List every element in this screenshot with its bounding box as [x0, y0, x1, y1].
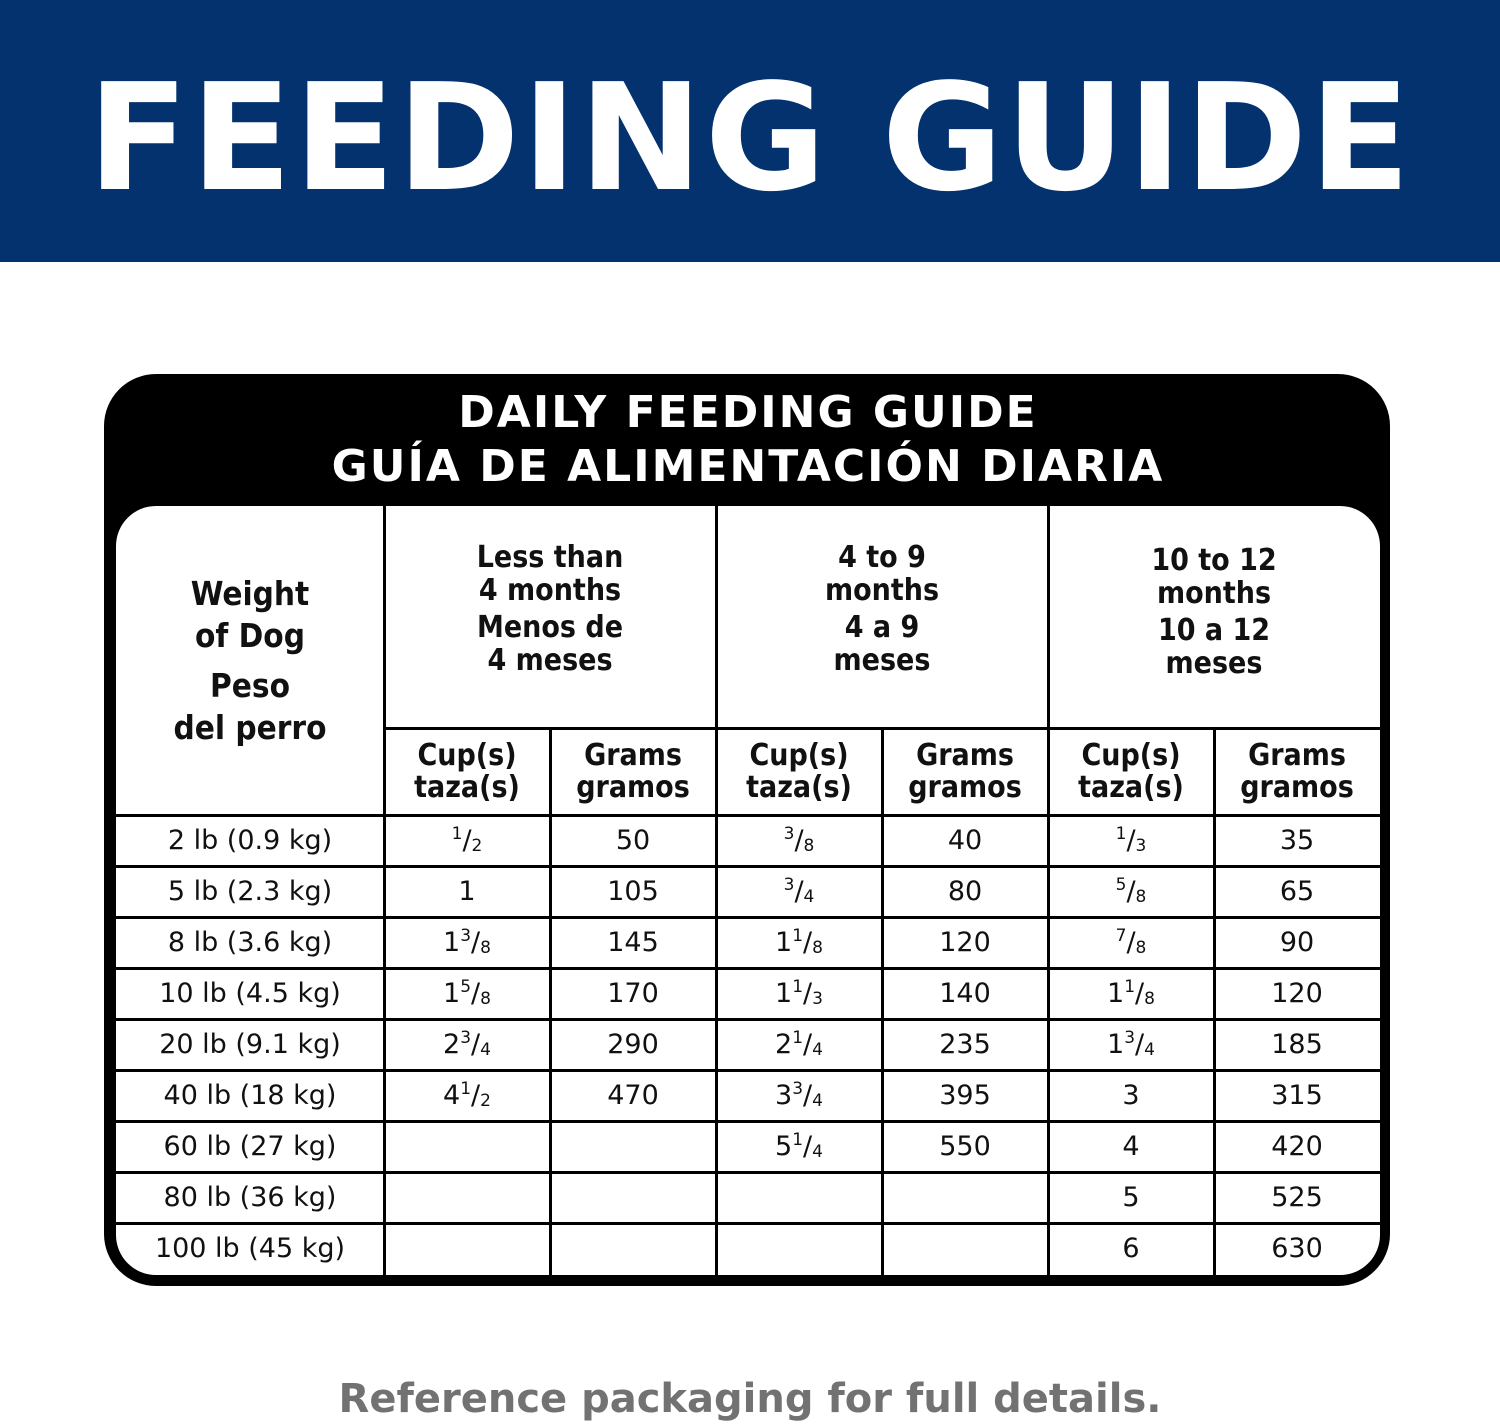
cup-whole: 2 — [443, 1028, 461, 1060]
weight-cell: 40 lb (18 kg) — [163, 1080, 337, 1112]
grams-cell: 470 — [607, 1080, 659, 1112]
page-title: FEEDING GUIDE — [87, 52, 1413, 224]
grams-cell: 550 — [939, 1131, 991, 1163]
subheader-line: taza(s) — [1078, 769, 1184, 805]
cup-cell — [1048, 1122, 1214, 1173]
cup-cell — [384, 866, 550, 917]
subheader-line: Grams — [1248, 737, 1346, 773]
fraction-slash: / — [803, 926, 813, 958]
cup-denominator: 8 — [1135, 937, 1147, 958]
age-header-line: 4 months — [478, 573, 622, 608]
header-divider — [384, 727, 1380, 730]
cup-denominator: 4 — [812, 1142, 823, 1163]
cup-cell — [716, 866, 882, 917]
cup-numerator: 5 — [1115, 874, 1127, 895]
cup-amount — [1122, 1132, 1139, 1162]
fraction-slash: / — [1135, 1028, 1145, 1060]
grams-cell: 420 — [1271, 1131, 1323, 1163]
grams-cell: 315 — [1271, 1080, 1323, 1112]
weight-cell: 8 lb (3.6 kg) — [167, 926, 333, 958]
grams-cell: 35 — [1279, 824, 1315, 856]
grams-subheader — [1214, 728, 1380, 815]
cup-cell — [384, 1122, 550, 1173]
cup-cell — [1048, 866, 1214, 917]
cup-cell — [384, 1071, 550, 1122]
cup-amount — [1122, 1183, 1139, 1213]
age-group-header-0 — [384, 506, 716, 728]
weight-cell: 2 lb (0.9 kg) — [167, 824, 333, 856]
cup-whole: 2 — [775, 1028, 793, 1060]
age-header-line: months — [1156, 576, 1272, 611]
subheader-line: Cup(s) — [1081, 737, 1181, 773]
weight-header-line: del perro — [173, 707, 327, 747]
grams-cell — [550, 1224, 716, 1275]
cup-denominator: 4 — [480, 1039, 491, 1060]
grams-cell: 80 — [947, 875, 983, 907]
cup-numerator: 3 — [783, 823, 795, 844]
age-header-line: Less than — [476, 540, 624, 575]
cup-whole: 5 — [775, 1131, 793, 1163]
column-divider — [881, 728, 884, 1275]
age-header-line: 4 to 9 — [838, 540, 926, 575]
cup-numerator: 3 — [460, 1027, 472, 1048]
cup-cell — [384, 917, 550, 968]
cup-numerator: 3 — [783, 874, 795, 895]
cup-whole: 6 — [1122, 1233, 1140, 1265]
cup-denominator: 8 — [480, 937, 491, 958]
grams-cell: 120 — [939, 926, 991, 958]
weight-cell: 10 lb (4.5 kg) — [159, 977, 341, 1009]
age-group-header-2 — [1048, 506, 1380, 728]
weight-cell: 5 lb (2.3 kg) — [167, 875, 333, 907]
cups-subheader — [384, 728, 550, 815]
fraction-slash: / — [471, 977, 481, 1009]
cup-whole: 1 — [458, 875, 476, 907]
fraction-slash: / — [471, 1028, 481, 1060]
cup-amount — [443, 1027, 491, 1060]
column-divider — [1213, 728, 1216, 1275]
grams-subheader — [550, 728, 716, 815]
cup-numerator: 5 — [460, 976, 472, 997]
fraction-slash: / — [471, 926, 481, 958]
cup-cell — [716, 968, 882, 1019]
cup-numerator: 1 — [792, 1130, 804, 1151]
cup-denominator: 8 — [812, 937, 823, 958]
cup-whole: 1 — [775, 977, 793, 1009]
cup-cell — [384, 815, 550, 866]
fraction-slash: / — [803, 977, 813, 1009]
fraction-slash: / — [794, 824, 804, 856]
row-divider — [116, 1018, 1380, 1021]
cup-amount — [443, 976, 491, 1009]
cup-whole: 3 — [1122, 1080, 1140, 1112]
subheader-line: taza(s) — [746, 769, 852, 805]
grams-cell: 290 — [607, 1028, 659, 1060]
row-divider — [116, 967, 1380, 970]
row-divider — [116, 814, 1380, 817]
weight-column-header — [116, 506, 384, 815]
cup-numerator: 1 — [792, 1027, 804, 1048]
cup-numerator: 1 — [792, 925, 804, 946]
grams-cell: 525 — [1271, 1182, 1323, 1214]
grams-cell: 145 — [607, 926, 659, 958]
cup-amount — [1107, 976, 1155, 1009]
cup-cell — [716, 1224, 882, 1275]
cup-whole: 1 — [443, 926, 461, 958]
cup-numerator: 1 — [1115, 823, 1127, 844]
cup-numerator: 3 — [460, 925, 472, 946]
age-header-line: 10 to 12 — [1151, 543, 1277, 578]
cup-amount — [1115, 823, 1147, 856]
grams-cell — [550, 1173, 716, 1224]
cup-cell — [384, 1019, 550, 1070]
cup-cell — [716, 917, 882, 968]
cup-numerator: 3 — [792, 1079, 804, 1100]
cup-amount — [775, 925, 823, 958]
cup-denominator: 4 — [812, 1091, 823, 1112]
grams-cell: 90 — [1279, 926, 1315, 958]
cup-denominator: 4 — [1144, 1039, 1155, 1060]
guide-title-english: DAILY FEEDING GUIDE — [458, 387, 1038, 438]
row-divider — [116, 1222, 1380, 1225]
cup-amount — [775, 1027, 823, 1060]
grams-cell — [882, 1224, 1048, 1275]
subheader-line: gramos — [1240, 769, 1354, 805]
row-divider — [116, 916, 1380, 919]
subheader-line: Cup(s) — [417, 737, 517, 773]
grams-cell: 630 — [1271, 1233, 1323, 1265]
cup-amount — [783, 874, 815, 907]
cup-cell — [1048, 1224, 1214, 1275]
cup-denominator: 2 — [471, 835, 483, 856]
age-header-line: Menos de — [476, 610, 624, 645]
cup-whole: 4 — [1122, 1131, 1140, 1163]
weight-header-line: Weight — [190, 573, 310, 613]
grams-cell — [882, 1173, 1048, 1224]
cup-amount — [451, 823, 483, 856]
weight-cell: 20 lb (9.1 kg) — [159, 1028, 341, 1060]
cup-cell — [1048, 815, 1214, 866]
cup-numerator: 3 — [1124, 1027, 1136, 1048]
cups-subheader — [1048, 728, 1214, 815]
cup-amount — [1122, 1081, 1139, 1111]
cup-cell — [384, 968, 550, 1019]
age-header-line: meses — [833, 643, 931, 678]
grams-cell — [550, 1122, 716, 1173]
fraction-slash: / — [1126, 824, 1136, 856]
cup-denominator: 3 — [812, 988, 823, 1009]
column-divider — [383, 506, 386, 1275]
age-header-line: 4 a 9 — [844, 610, 920, 645]
cup-whole: 4 — [443, 1080, 461, 1112]
footer-note: Reference packaging for full details. — [338, 1376, 1162, 1422]
cup-numerator: 7 — [1115, 925, 1127, 946]
fraction-slash: / — [803, 1131, 813, 1163]
row-divider — [116, 1120, 1380, 1123]
cup-numerator: 1 — [792, 976, 804, 997]
age-header-line: meses — [1165, 646, 1263, 681]
grams-cell: 40 — [947, 824, 983, 856]
cup-cell — [1048, 1173, 1214, 1224]
cup-cell — [1048, 968, 1214, 1019]
cup-numerator: 1 — [451, 823, 463, 844]
subheader-line: gramos — [576, 769, 690, 805]
grams-cell: 395 — [939, 1080, 991, 1112]
weight-cell: 80 lb (36 kg) — [163, 1182, 337, 1214]
cup-amount — [1115, 925, 1147, 958]
cup-numerator: 1 — [1124, 976, 1136, 997]
grams-cell: 235 — [939, 1028, 991, 1060]
cup-whole: 1 — [1107, 977, 1125, 1009]
fraction-slash: / — [471, 1080, 481, 1112]
grams-cell: 140 — [939, 977, 991, 1009]
age-header-line: 10 a 12 — [1157, 613, 1271, 648]
cup-amount — [775, 1132, 823, 1162]
cup-numerator: 1 — [460, 1079, 472, 1100]
cup-denominator: 4 — [812, 1039, 823, 1060]
grams-cell: 50 — [615, 824, 651, 856]
cup-denominator: 3 — [1135, 835, 1147, 856]
subheader-line: Cup(s) — [749, 737, 849, 773]
subheader-line: Grams — [584, 737, 682, 773]
cup-denominator: 8 — [480, 988, 491, 1009]
fraction-slash: / — [803, 1028, 813, 1060]
cup-cell — [716, 815, 882, 866]
cup-cell — [1048, 1071, 1214, 1122]
fraction-slash: / — [1126, 926, 1136, 958]
cup-amount — [775, 1081, 823, 1111]
fraction-slash: / — [462, 824, 472, 856]
cup-amount — [1115, 874, 1147, 907]
grams-cell: 105 — [607, 875, 659, 907]
cup-amount — [775, 976, 823, 1009]
feeding-table — [116, 506, 1380, 1275]
cup-cell — [1048, 1019, 1214, 1070]
fraction-slash: / — [794, 875, 804, 907]
cup-amount — [458, 877, 475, 907]
grams-cell: 185 — [1271, 1028, 1323, 1060]
cup-whole: 1 — [1107, 1028, 1125, 1060]
cup-whole: 1 — [443, 977, 461, 1009]
guide-title-spanish: GUÍA DE ALIMENTACIÓN DIARIA — [331, 441, 1165, 492]
subheader-line: taza(s) — [414, 769, 520, 805]
cup-cell — [716, 1173, 882, 1224]
cup-whole: 5 — [1122, 1182, 1140, 1214]
cup-denominator: 8 — [1144, 988, 1155, 1009]
cup-whole: 3 — [775, 1080, 793, 1112]
cup-cell — [716, 1122, 882, 1173]
guide-title — [0, 386, 1496, 494]
cup-amount — [443, 925, 491, 958]
cup-amount — [1107, 1027, 1155, 1060]
cup-cell — [716, 1071, 882, 1122]
grams-cell: 170 — [607, 977, 659, 1009]
age-header-line: months — [824, 573, 940, 608]
column-divider — [549, 728, 552, 1275]
cup-whole: 1 — [775, 926, 793, 958]
row-divider — [116, 1069, 1380, 1072]
fraction-slash: / — [803, 1080, 813, 1112]
weight-header-line: Peso — [210, 665, 290, 705]
subheader-line: Grams — [916, 737, 1014, 773]
weight-header-line: of Dog — [195, 615, 305, 655]
cup-denominator: 4 — [803, 886, 815, 907]
cup-cell — [1048, 917, 1214, 968]
cup-cell — [716, 1019, 882, 1070]
row-divider — [116, 1171, 1380, 1174]
cup-denominator: 2 — [480, 1091, 491, 1112]
cup-cell — [384, 1224, 550, 1275]
weight-cell: 60 lb (27 kg) — [163, 1131, 337, 1163]
fraction-slash: / — [1126, 875, 1136, 907]
grams-cell: 65 — [1279, 875, 1315, 907]
subheader-line: gramos — [908, 769, 1022, 805]
grams-cell: 120 — [1271, 977, 1323, 1009]
age-header-line: 4 meses — [487, 643, 613, 678]
weight-cell: 100 lb (45 kg) — [154, 1233, 346, 1265]
cup-denominator: 8 — [1135, 886, 1147, 907]
cups-subheader — [716, 728, 882, 815]
cup-amount — [443, 1081, 491, 1111]
cup-cell — [384, 1173, 550, 1224]
column-divider — [1047, 506, 1050, 1275]
grams-subheader — [882, 728, 1048, 815]
row-divider — [116, 865, 1380, 868]
cup-amount — [783, 823, 815, 856]
fraction-slash: / — [1135, 977, 1145, 1009]
age-group-header-1 — [716, 506, 1048, 728]
cup-denominator: 8 — [803, 835, 815, 856]
column-divider — [715, 506, 718, 1275]
cup-amount — [1122, 1234, 1139, 1264]
